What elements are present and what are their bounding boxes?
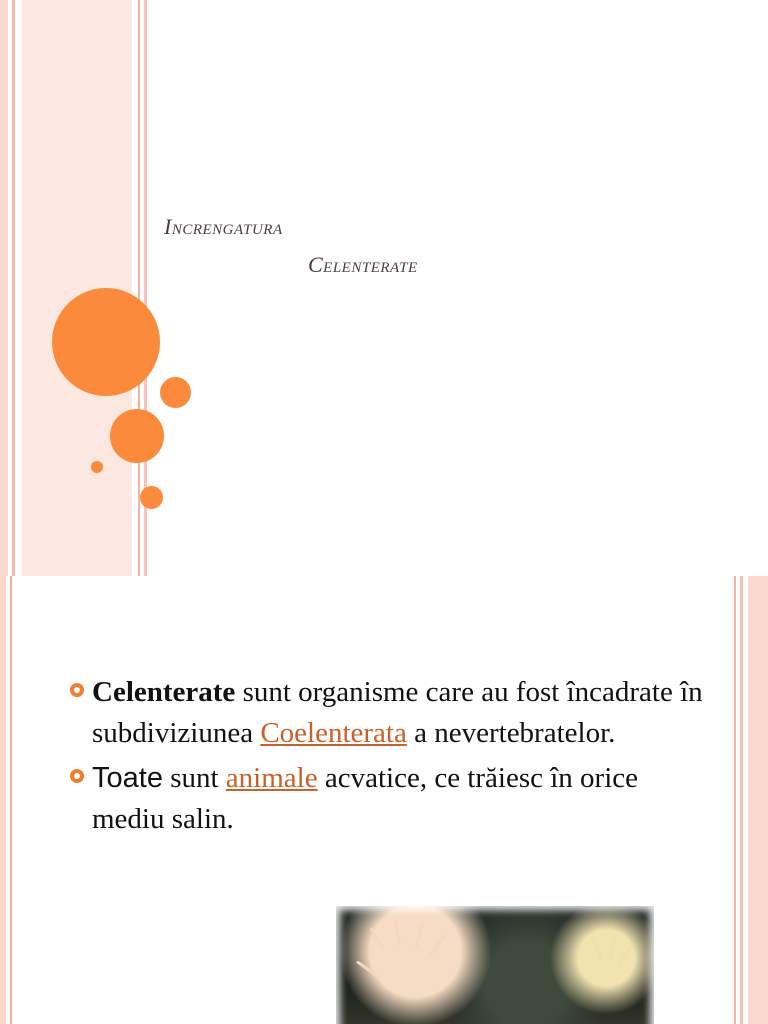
decor-stripe [748,576,768,1024]
decor-stripe [10,576,12,1024]
bullet-bold-term: Celenterate [92,676,236,708]
decor-stripe [740,576,743,1024]
bullet-text: sunt organisme care au fost încadrate în subdiviziunea [92,676,703,749]
decor-stripe [138,0,140,576]
decor-stripe [734,576,736,1024]
anemone-tentacle [356,960,379,977]
decor-circle [140,486,163,509]
bullet-list [70,672,710,844]
slide-title-line2: Celenterate [308,252,418,277]
bullet-item [70,758,710,840]
decor-stripe [0,0,8,576]
anemone-tentacle [415,922,425,948]
bullet-item [70,672,710,754]
bullet-text: acvatice, ce trăiesc în orice mediu salin. [92,762,638,835]
anemone-tentacle [592,936,604,961]
decor-circle-large [52,288,160,396]
bullet-text: a nevertebratelor. [406,717,616,749]
bullet-icon [70,769,84,783]
coelenterata-link[interactable]: Coelenterata [260,717,407,749]
decor-circle [91,461,103,473]
decor-circle [160,377,191,408]
anemone-tentacle [370,927,386,951]
sea-anemone-photo [336,906,654,1024]
decor-stripe [12,0,15,576]
content-slide [0,576,768,1024]
anemone-tentacle [609,934,616,960]
animale-link[interactable]: animale [225,762,318,794]
anemone-tentacle [394,920,401,946]
bullet-icon [70,683,84,697]
decor-circle [110,409,164,463]
decor-stripe [0,576,6,1024]
anemone-tentacle [618,943,634,967]
anemone-tentacle [429,933,446,956]
bullet-text: sunt [162,762,226,794]
bullet-first-word: Toate [92,762,163,794]
slide-title-line1: Increngatura [164,214,283,239]
